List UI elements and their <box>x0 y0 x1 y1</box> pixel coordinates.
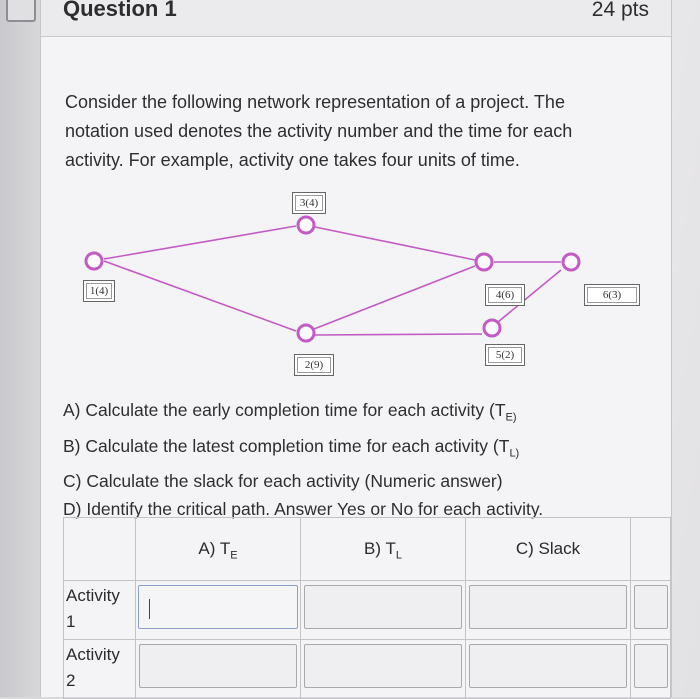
edge-3-4 <box>315 227 475 260</box>
row1-cell-slack <box>465 580 631 640</box>
question-header <box>41 0 671 37</box>
col-header-extra <box>630 517 671 581</box>
text-caret <box>149 599 150 619</box>
activity-1-te-input[interactable] <box>138 585 298 629</box>
row1-cell-tl <box>300 580 466 640</box>
edge-1-2 <box>104 261 296 331</box>
corner-cell <box>63 517 136 581</box>
part-b: B) Calculate the latest completion time for each activity ($T_{L)}$ <box>63 435 520 459</box>
activity-2-tl-input[interactable] <box>304 644 462 688</box>
label-activity-3: 3(4) <box>292 192 326 214</box>
activity-2-slack-input[interactable] <box>469 644 627 688</box>
row2-cell-slack <box>465 639 631 699</box>
label-activity-6: 6(3) <box>584 284 640 306</box>
network-diagram <box>41 180 671 380</box>
node-5 <box>484 320 500 336</box>
row1-cell-te <box>135 580 301 640</box>
question-card <box>40 0 672 697</box>
col-header-te: A) $T_E$ <box>135 517 301 581</box>
edge-2-5 <box>315 334 482 335</box>
activity-2-te-input[interactable] <box>139 644 297 688</box>
row2-cell-tl <box>300 639 466 699</box>
node-3 <box>298 217 314 233</box>
node-6 <box>563 254 579 270</box>
part-d: D) Identify the critical path. Answer Yes or No for each activity. <box>63 499 544 519</box>
label-activity-1: 1(4) <box>83 280 115 302</box>
part-a: A) Calculate the early completion time for each activity ($T_{E)}$ <box>63 400 517 424</box>
label-activity-2: 2(9) <box>294 354 334 376</box>
col-header-tl: B) $T_L$ <box>300 517 466 581</box>
node-4 <box>476 254 492 270</box>
activity-2-critical-input[interactable] <box>634 644 668 688</box>
row-label-activity-2: Activity 2 <box>63 639 136 699</box>
node-1 <box>86 253 102 269</box>
question-flag-icon[interactable] <box>6 0 36 22</box>
row2-cell-critical <box>630 639 671 699</box>
edge-2-4 <box>314 266 475 329</box>
col-header-slack: C) Slack <box>465 517 631 581</box>
activity-1-critical-input[interactable] <box>634 585 668 629</box>
part-c: C) Calculate the slack for each activity (Numeric answer) <box>63 471 503 491</box>
question-title: Question 1 <box>63 0 177 21</box>
row-label-activity-1: Activity 1 <box>63 580 136 640</box>
network-edges <box>41 180 671 380</box>
activity-1-tl-input[interactable] <box>304 585 462 629</box>
label-activity-5: 5(2) <box>485 344 525 366</box>
answer-table <box>63 517 671 697</box>
question-intro: Consider the following network representation of a project. The notation used denotes the activity number and the time for each activity. For example, activity one takes four units of time. <box>65 92 573 170</box>
row1-cell-critical <box>630 580 671 640</box>
question-parts <box>63 396 643 523</box>
activity-1-slack-input[interactable] <box>469 585 627 629</box>
edge-1-3 <box>104 226 296 259</box>
left-gutter <box>0 0 40 697</box>
row2-cell-te <box>135 639 301 699</box>
node-2 <box>298 325 314 341</box>
question-points: 24 pts <box>591 0 649 21</box>
label-activity-4: 4(6) <box>485 284 525 306</box>
